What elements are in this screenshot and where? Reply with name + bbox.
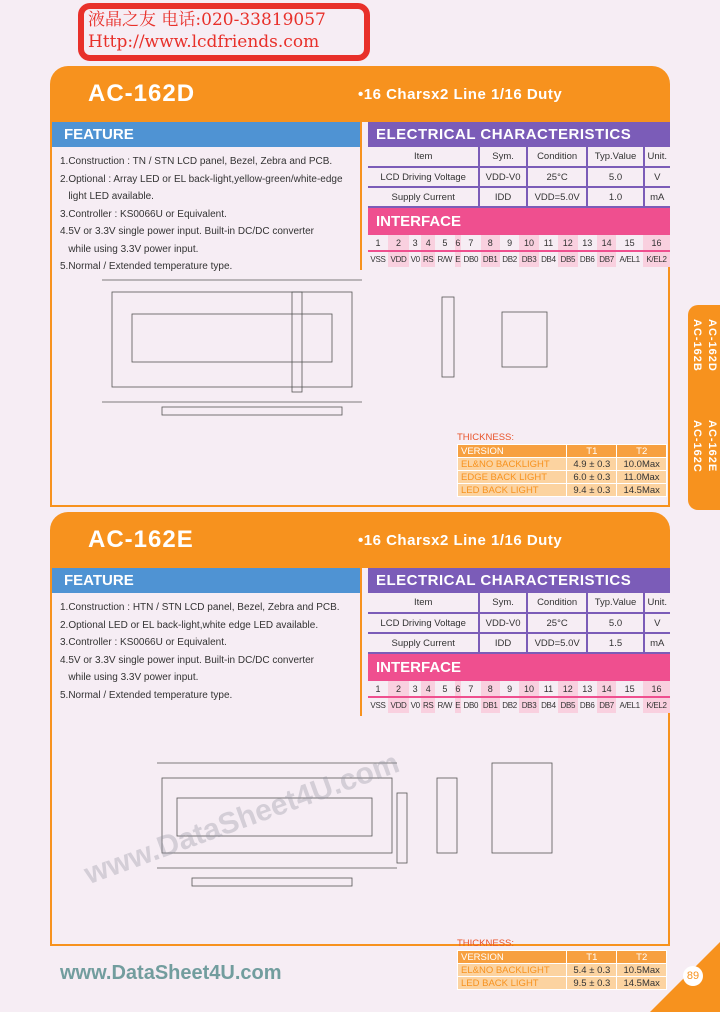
- pin-name: VSS: [370, 255, 386, 264]
- pin-name: DB6: [579, 701, 595, 710]
- side-tab-label: AC-162D: [706, 319, 718, 372]
- pin-number: 13: [578, 235, 597, 251]
- watermark: www.DataSheet4U.com: [80, 746, 404, 892]
- module-outline: [112, 292, 352, 387]
- thickness-table: [457, 938, 667, 990]
- pin-number: 1: [368, 235, 388, 251]
- table-cell: 14.5Max: [617, 977, 667, 990]
- column-header: VERSION: [458, 951, 567, 964]
- pin-name: DB5: [558, 251, 577, 267]
- model-title: AC-162D: [88, 80, 196, 107]
- column-header: Typ.Value: [587, 147, 643, 167]
- character-detail: [492, 763, 552, 853]
- feature-panel: [52, 122, 362, 270]
- pin-name: E: [455, 251, 462, 267]
- column-header: T2: [617, 445, 667, 458]
- pin-name: VDD: [388, 697, 409, 713]
- pin-name: DB1: [481, 251, 500, 267]
- pin-name: E: [455, 697, 462, 713]
- pin-number: 1: [368, 681, 388, 697]
- electrical-panel: [368, 568, 670, 713]
- column-header: Typ.Value: [587, 593, 643, 613]
- table-cell: 5.0: [587, 167, 643, 187]
- pin-table: [368, 235, 670, 267]
- model-subtitle: •16 Charsx2 Line 1/16 Duty: [358, 532, 563, 549]
- electrical-table: [368, 593, 670, 654]
- table-cell: 6.0 ± 0.3: [567, 471, 617, 484]
- pin-number: 9: [500, 235, 519, 251]
- table-cell: mA: [644, 187, 670, 207]
- electrical-header: ELECTRICAL CHARACTERISTICS: [368, 568, 670, 593]
- pin-number: 4: [421, 681, 435, 697]
- module-outline: [162, 778, 392, 853]
- table-cell: 5.4 ± 0.3: [567, 964, 617, 977]
- table-cell: VDD-V0: [479, 613, 526, 633]
- table-row: [368, 633, 670, 653]
- model-title: AC-162E: [88, 526, 194, 553]
- side-tab-label: AC-162C: [691, 420, 703, 473]
- table-cell: EL&NO BACKLIGHT: [458, 458, 567, 471]
- lcd-viewing-area: [177, 798, 372, 836]
- feature-item: 4.5V or 3.3V single power input. Built-in DC/DC converter while using 3.3V power input.: [60, 654, 315, 683]
- pin-name: DB6: [579, 255, 595, 264]
- feature-item: 5.Normal / Extended temperature type.: [60, 261, 233, 272]
- pin-number: 10: [519, 235, 538, 251]
- column-header: T1: [567, 951, 617, 964]
- feature-item: 4.5V or 3.3V single power input. Built-in DC/DC converter while using 3.3V power input.: [60, 226, 315, 255]
- pin-name: DB7: [597, 697, 616, 713]
- feature-header: FEATURE: [52, 122, 360, 147]
- pin-number: 3: [409, 235, 421, 251]
- table-row: [458, 964, 667, 977]
- table-cell: IDD: [479, 187, 526, 207]
- table-cell: 11.0Max: [617, 471, 667, 484]
- table-row: [368, 167, 670, 187]
- table-cell: Supply Current: [368, 187, 479, 207]
- table-row: [458, 458, 667, 471]
- pin-name: DB2: [502, 255, 517, 264]
- pin-number: 8: [481, 235, 500, 251]
- pin-name: VSS: [370, 701, 386, 710]
- table-cell: 10.0Max: [617, 458, 667, 471]
- pin-number: 9: [500, 681, 519, 697]
- pin-number: 2: [388, 681, 409, 697]
- dimension-drawing: [52, 718, 668, 941]
- electrical-header: ELECTRICAL CHARACTERISTICS: [368, 122, 670, 147]
- table-cell: LED BACK LIGHT: [458, 977, 567, 990]
- pin-number: 11: [539, 681, 558, 697]
- stamp: [78, 3, 370, 61]
- table-row: [458, 471, 667, 484]
- thickness-table: [457, 432, 667, 497]
- interface-header: INTERFACE: [368, 208, 670, 235]
- pin-name: K/EL2: [643, 697, 670, 713]
- pin-name: R/W: [437, 255, 453, 264]
- table-cell: IDD: [479, 633, 526, 653]
- table-cell: mA: [644, 633, 670, 653]
- pin-number: 14: [597, 235, 616, 251]
- table-cell: EDGE BACK LIGHT: [458, 471, 567, 484]
- column-header: Sym.: [479, 147, 526, 167]
- table-cell: LCD Driving Voltage: [368, 613, 479, 633]
- pin-name: DB4: [541, 701, 556, 710]
- electrical-table: [368, 147, 670, 208]
- pin-number: 12: [558, 235, 577, 251]
- column-header: Condition: [527, 593, 588, 613]
- pin-table: [368, 681, 670, 713]
- thickness-label: THICKNESS:: [457, 938, 515, 949]
- pin-number: 2: [388, 235, 409, 251]
- table-row: [458, 977, 667, 990]
- column-header: Unit.: [644, 593, 670, 613]
- table-cell: 4.9 ± 0.3: [567, 458, 617, 471]
- pin-name: RS: [421, 251, 435, 267]
- table-cell: LED BACK LIGHT: [458, 484, 567, 497]
- pin-number: 11: [539, 235, 558, 251]
- pin-number: 7: [461, 235, 480, 251]
- pin-name: R/W: [437, 701, 453, 710]
- model-subtitle: •16 Charsx2 Line 1/16 Duty: [358, 86, 563, 103]
- pin-number: 13: [578, 681, 597, 697]
- feature-list: [52, 147, 360, 276]
- table-cell: LCD Driving Voltage: [368, 167, 479, 187]
- table-row: [368, 187, 670, 207]
- interface-header: INTERFACE: [368, 654, 670, 681]
- pin-number: 12: [558, 681, 577, 697]
- table-cell: 9.4 ± 0.3: [567, 484, 617, 497]
- feature-item: 1.Construction : HTN / STN LCD panel, Bezel, Zebra and PCB.: [60, 602, 340, 613]
- side-tab[interactable]: [688, 305, 720, 510]
- side-tab-label: AC-162E: [706, 420, 718, 473]
- column-header: Sym.: [479, 593, 526, 613]
- pin-number: 5: [435, 681, 454, 697]
- pin-name: A/EL1: [619, 701, 640, 710]
- pin-name: DB1: [481, 697, 500, 713]
- column-header: Item: [368, 147, 479, 167]
- stamp-line: Http://www.lcdfriends.com: [88, 32, 320, 52]
- stamp-line: 液晶之友 电话:020-33819057: [88, 10, 326, 30]
- pin-number: 4: [421, 235, 435, 251]
- pin-name: DB5: [558, 697, 577, 713]
- feature-panel: [52, 568, 362, 716]
- table-cell: VDD=5.0V: [527, 187, 588, 207]
- pin-name: DB3: [519, 697, 538, 713]
- table-cell: 5.0: [587, 613, 643, 633]
- electrical-panel: [368, 122, 670, 267]
- pin-name: K/EL2: [643, 251, 670, 267]
- pin-name: DB4: [541, 255, 556, 264]
- section-header: [50, 512, 670, 568]
- table-cell: 9.5 ± 0.3: [567, 977, 617, 990]
- section-body: [50, 122, 670, 507]
- table-cell: 10.5Max: [617, 964, 667, 977]
- pin-number: 15: [616, 235, 643, 251]
- pin-number: 10: [519, 681, 538, 697]
- feature-item: 3.Controller : KS0066U or Equivalent.: [60, 208, 227, 220]
- pin-number: 16: [643, 235, 670, 251]
- character-detail: [502, 312, 547, 367]
- feature-item: 2.Optional : Array LED or EL back-light,yellow-green/white-edge light LED available.: [60, 173, 343, 202]
- pin-number: 16: [643, 681, 670, 697]
- column-header: T1: [567, 445, 617, 458]
- pin-number: 5: [435, 235, 454, 251]
- pin-name: DB7: [597, 251, 616, 267]
- table-cell: 25°C: [527, 167, 588, 187]
- table-cell: EL&NO BACKLIGHT: [458, 964, 567, 977]
- pin-name: A/EL1: [619, 255, 640, 264]
- column-header: Item: [368, 593, 479, 613]
- column-header: Condition: [527, 147, 588, 167]
- table-cell: VDD=5.0V: [527, 633, 588, 653]
- pin-name: DB3: [519, 251, 538, 267]
- pin-name: RS: [421, 697, 435, 713]
- feature-item: 2.Optional LED or EL back-light,white edge LED available.: [60, 619, 319, 631]
- feature-item: 1.Construction : TN / STN LCD panel, Bezel, Zebra and PCB.: [60, 156, 333, 167]
- pin-number: 6: [455, 681, 462, 697]
- pin-number: 8: [481, 681, 500, 697]
- table-row: [368, 613, 670, 633]
- table-cell: 14.5Max: [617, 484, 667, 497]
- section-header: [50, 66, 670, 122]
- pin-name: DB2: [502, 701, 517, 710]
- pin-number: 15: [616, 681, 643, 697]
- table-cell: V: [644, 613, 670, 633]
- column-header: Unit.: [644, 147, 670, 167]
- pin-number: 14: [597, 681, 616, 697]
- feature-item: 5.Normal / Extended temperature type.: [60, 689, 233, 701]
- pin-number: 7: [461, 681, 480, 697]
- table-cell: 25°C: [527, 613, 588, 633]
- pin-name: V0: [410, 255, 420, 264]
- pin-name: DB0: [463, 255, 479, 264]
- table-cell: 1.5: [587, 633, 643, 653]
- pin-number: 3: [409, 681, 421, 697]
- table-cell: V: [644, 167, 670, 187]
- column-header: VERSION: [458, 445, 567, 458]
- feature-header: FEATURE: [52, 568, 360, 593]
- pin-number: 6: [455, 235, 462, 251]
- page-number: 89: [683, 966, 703, 986]
- thickness-label: THICKNESS:: [457, 432, 515, 443]
- pin-name: V0: [410, 701, 420, 710]
- feature-item: 3.Controller : KS0066U or Equivalent.: [60, 637, 227, 648]
- table-cell: Supply Current: [368, 633, 479, 653]
- table-cell: VDD-V0: [479, 167, 526, 187]
- side-tab-label: AC-162B: [691, 319, 703, 372]
- pin-name: DB0: [463, 701, 479, 710]
- column-header: T2: [617, 951, 667, 964]
- table-row: [458, 484, 667, 497]
- feature-list: [52, 593, 360, 704]
- table-cell: 1.0: [587, 187, 643, 207]
- product-section: [50, 66, 670, 507]
- watermark-link: www.DataSheet4U.com: [60, 962, 282, 984]
- pin-name: VDD: [388, 251, 409, 267]
